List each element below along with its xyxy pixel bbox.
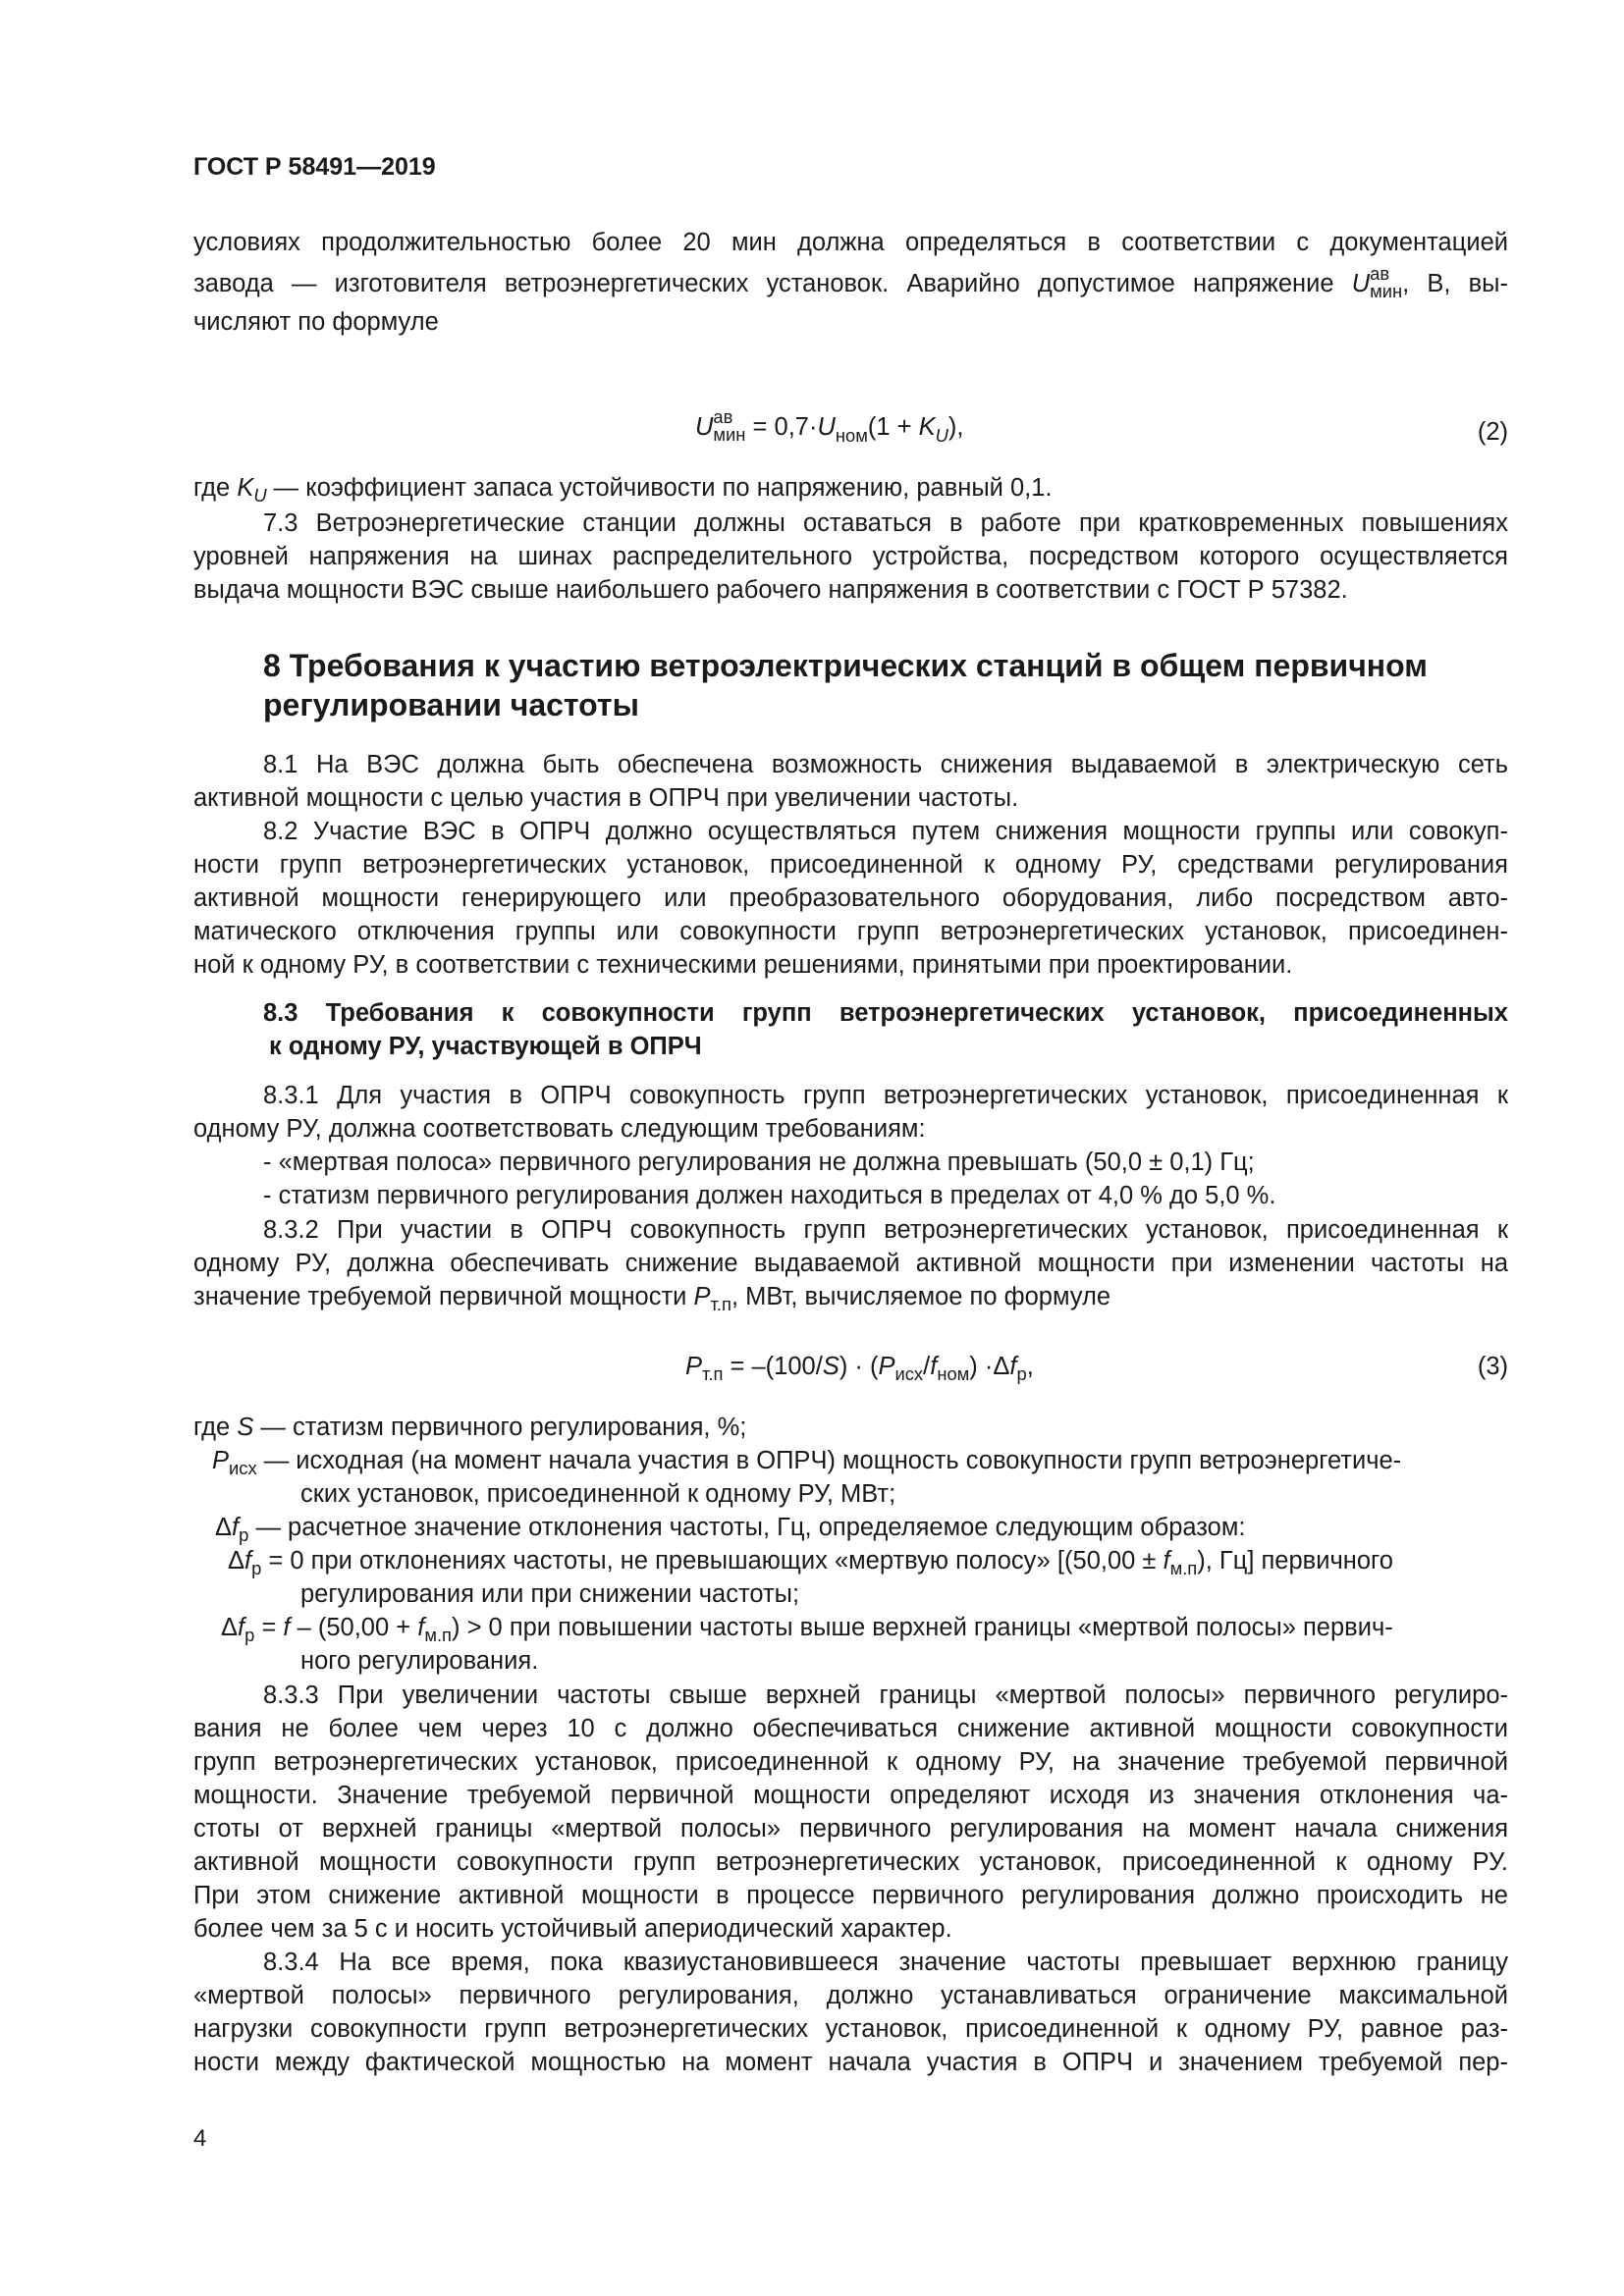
subsection-title-line: 8.3 Требования к совокупности групп ветроэнергетических установок, присоединенных — [263, 999, 1508, 1027]
paragraph-line: ной к одному РУ, в соответствии с техническими решениями, принятыми при проектировании. — [193, 951, 1293, 979]
symbol-u-av-min: U ав мин — [1351, 263, 1403, 302]
page-number: 4 — [193, 2125, 207, 2152]
paragraph-line — [193, 263, 1509, 303]
paragraph-line: ности групп ветроэнергетических установок, присоединенной к одному РУ, средствами регулирования — [193, 851, 1508, 879]
paragraph-line: одному РУ, должна обеспечивать снижение выдаваемой активной мощности при изменении частоты на — [193, 1250, 1508, 1277]
paragraph-line: числяют по формуле — [193, 308, 439, 336]
paragraph-line: 8.3.3 При увеличении частоты свыше верхней границы «мертвой полосы» первичного регулиро- — [263, 1682, 1508, 1709]
definition-s: где S — статизм первичного регулирования, %; — [193, 1414, 747, 1441]
document-header: ГОСТ Р 58491—2019 — [193, 153, 436, 181]
equation-number-3: (3) — [1477, 1353, 1508, 1380]
list-item: - «мертвая полоса» первичного регулирования не должна превышать (50,0 ± 0,1) Гц; — [263, 1148, 1255, 1176]
paragraph-line: стоты от верхней границы «мертвой полосы» первичного регулирования на момент начала снижения — [193, 1815, 1508, 1842]
paragraph-line: 7.3 Ветроэнергетические станции должны оставаться в работе при кратковременных повышениях — [263, 509, 1508, 537]
definition-delta-f-zero-cont: регулирования или при снижении частоты; — [300, 1580, 800, 1608]
paragraph-line: 8.3.4 На все время, пока квазиустановившееся значение частоты превышает верхнюю границу — [263, 1949, 1508, 1976]
paragraph-line: 8.2 Участие ВЭС в ОПРЧ должно осуществляться путем снижения мощности группы или совокуп- — [263, 818, 1508, 845]
formula-2: U ав мин = $0,7\cdot U_{ном}(1 + K_U)$, — [695, 406, 964, 446]
definition-delta-f-zero: $\Delta f_р = 0$ при отклонениях частоты, не превышающих «мертвую полосу» [$(50,00 \pm f_{м.п})$, Гц] первичного — [228, 1547, 1393, 1579]
paragraph-line: активной мощности совокупности групп ветроэнергетических установок, присоединенной к одному РУ. — [193, 1848, 1508, 1876]
paragraph-line: групп ветроэнергетических установок, присоединенной к одному РУ, на значение требуемой первичной — [193, 1748, 1508, 1776]
paragraph-line: нагрузки совокупности групп ветроэнергетических установок, присоединенной к одному РУ, равное раз- — [193, 2015, 1508, 2043]
equation-number-2: (2) — [1477, 418, 1508, 446]
paragraph-line: значение требуемой первичной мощности $P_{т.п}$, МВт, вычисляемое по формуле — [193, 1283, 1111, 1315]
paragraph-line: 8.3.1 Для участия в ОПРЧ совокупность групп ветроэнергетических установок, присоединенная к — [263, 1082, 1508, 1109]
paragraph-line: одному РУ, должна соответствовать следующим требованиям: — [193, 1115, 926, 1143]
paragraph-line: вания не более чем через 10 с должно обеспечиваться снижение активной мощности совокупности — [193, 1715, 1508, 1742]
paragraph-line: матического отключения группы или совокупности групп ветроэнергетических установок, присоединен- — [193, 918, 1508, 945]
definition-delta-f-positive-cont: ного регулирования. — [300, 1647, 539, 1675]
paragraph-line: 8.1 На ВЭС должна быть обеспечена возможность снижения выдаваемой в электрическую сеть — [263, 751, 1508, 778]
paragraph-line: более чем за 5 с и носить устойчивый апериодический характер. — [193, 1915, 952, 1943]
paragraph-line: «мертвой полосы» первичного регулирования, должно устанавливаться ограничение максимальной — [193, 1982, 1508, 2009]
text-fragment: завода — изготовителя ветроэнергетических установок. Аварийно допустимое напряжение — [193, 270, 1334, 298]
paragraph-line: 8.3.2 При участии в ОПРЧ совокупность групп ветроэнергетических установок, присоединенная к — [263, 1216, 1508, 1244]
paragraph-line: активной мощности с целью участия в ОПРЧ при увеличении частоты. — [193, 784, 1019, 812]
definition-p-isx: $P_{исх}$ — исходная (на момент начала участия в ОПРЧ) мощность совокупности групп ветроэнергетиче- — [212, 1447, 1402, 1479]
paragraph-line: выдача мощности ВЭС свыше наибольшего рабочего напряжения в соответствии с ГОСТ Р 57382. — [193, 576, 1348, 604]
subsection-title-line: к одному РУ, участвующей в ОПРЧ — [269, 1033, 702, 1060]
paragraph-line: активной мощности генерирующего или преобразовательного оборудования, либо посредством авто- — [193, 884, 1508, 912]
formula-3: $P_{т.п} = -(100/S) \cdot (P_{исх}/f_{ном}) \cdot\Delta f_р$, — [685, 1353, 1034, 1385]
list-item: - статизм первичного регулирования должен находиться в пределах от 4,0 % до 5,0 %. — [263, 1182, 1276, 1209]
paragraph-line: уровней напряжения на шинах распределительного устройства, посредством которого осуществляется — [193, 543, 1508, 570]
section-title-line: регулировании частоты — [263, 687, 639, 722]
text-fragment: , В, вы- — [1402, 270, 1509, 298]
paragraph-line: условиях продолжительностью более 20 мин должна определяться в соответствии с документацией — [193, 229, 1508, 256]
section-title-line: 8 Требования к участию ветроэлектрических станций в общем первичном — [263, 648, 1428, 683]
definition-p-isx-cont: ских установок, присоединенной к одному РУ, МВт; — [300, 1480, 896, 1508]
where-ku-line: где $K_U$ — коэффициент запаса устойчивости по напряжению, равный 0,1. — [193, 474, 1053, 507]
paragraph-line: мощности. Значение требуемой первичной мощности определяют исходя из значения отклонения ча- — [193, 1782, 1508, 1809]
definition-delta-f: $\Delta f_р$ — расчетное значение отклонения частоты, Гц, определяемое следующим образом: — [215, 1514, 1246, 1546]
definition-delta-f-positive: $\Delta f_р = f - (50,00 + f_{м.п}) > 0$ при повышении частоты выше верхней границы «мертвой полосы» первич- — [221, 1614, 1393, 1646]
paragraph-line: При этом снижение активной мощности в процессе первичного регулирования должно происходить не — [193, 1882, 1508, 1909]
paragraph-line: ности между фактической мощностью на момент начала участия в ОПРЧ и значением требуемой пер- — [193, 2049, 1508, 2076]
